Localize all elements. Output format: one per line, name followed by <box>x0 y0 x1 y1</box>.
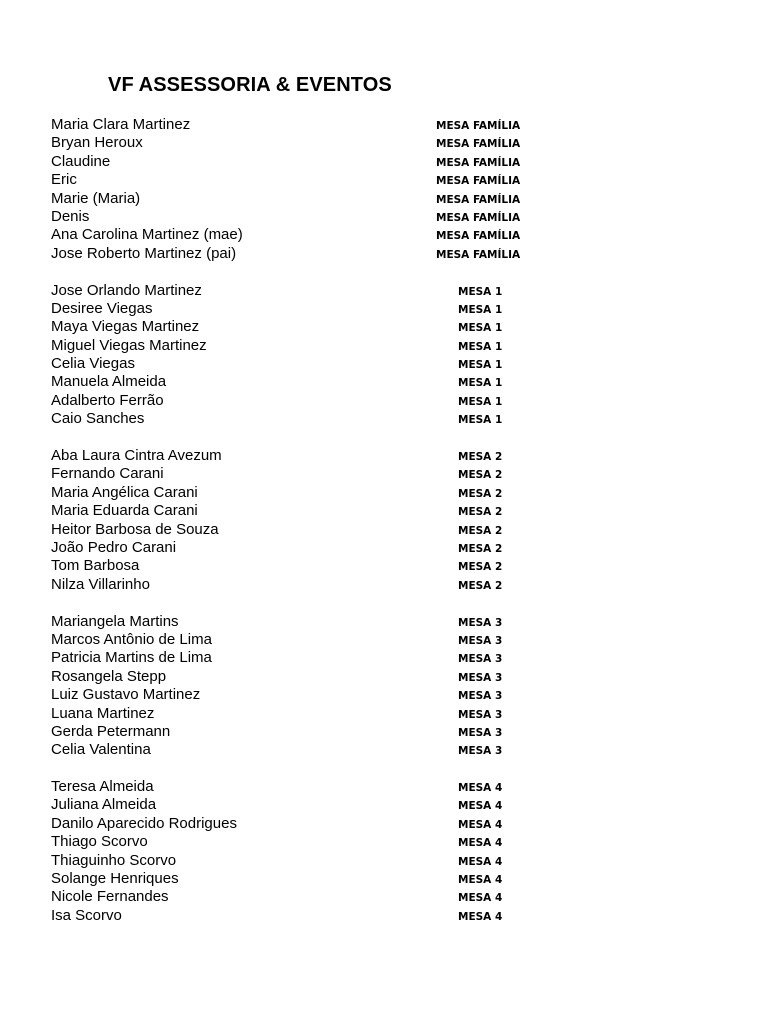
guest-name: Celia Valentina <box>51 741 151 759</box>
table-assignment: MESA 4 <box>458 892 503 905</box>
table-assignment: MESA 3 <box>458 634 503 647</box>
guest-name: Celia Viegas <box>51 355 135 373</box>
guest-name: Denis <box>51 207 90 225</box>
table-assignment: MESA FAMÍLIA <box>436 230 521 243</box>
table-assignment: MESA 3 <box>458 671 503 684</box>
table-assignment: MESA FAMÍLIA <box>436 156 521 169</box>
guest-row <box>0 300 768 318</box>
guest-row <box>0 649 768 667</box>
guest-row <box>0 723 768 741</box>
guest-row <box>0 686 768 704</box>
guest-name: Luiz Gustavo Martinez <box>51 686 201 704</box>
table-assignment: MESA 1 <box>458 395 503 408</box>
guest-row <box>0 631 768 649</box>
table-assignment: MESA 2 <box>458 469 503 482</box>
guest-row <box>0 226 768 244</box>
table-assignment: MESA 1 <box>458 359 503 372</box>
table-assignment: MESA 2 <box>458 451 503 464</box>
guest-row <box>0 245 768 263</box>
guest-row <box>0 833 768 851</box>
guest-row <box>0 208 768 226</box>
guest-name: João Pedro Carani <box>51 538 177 556</box>
table-group <box>0 116 768 263</box>
guest-name: Jose Roberto Martinez (pai) <box>51 244 237 262</box>
guest-row <box>0 465 768 483</box>
table-group <box>0 282 768 429</box>
guest-name: Aba Laura Cintra Avezum <box>51 447 222 465</box>
guest-row <box>0 907 768 925</box>
guest-name: Maria Angélica Carani <box>51 483 198 501</box>
guest-name: Tom Barbosa <box>51 557 140 575</box>
table-assignment: MESA 1 <box>458 377 503 390</box>
guest-row <box>0 337 768 355</box>
guest-row <box>0 318 768 336</box>
table-assignment: MESA 1 <box>458 303 503 316</box>
guest-row <box>0 852 768 870</box>
table-assignment: MESA 2 <box>458 542 503 555</box>
guest-row <box>0 521 768 539</box>
guest-row <box>0 888 768 906</box>
guest-row <box>0 373 768 391</box>
table-assignment: MESA 4 <box>458 818 503 831</box>
guest-row <box>0 171 768 189</box>
guest-name: Teresa Almeida <box>51 778 154 796</box>
guest-name: Mariangela Martins <box>51 612 179 630</box>
table-assignment: MESA 2 <box>458 579 503 592</box>
table-assignment: MESA FAMÍLIA <box>436 248 521 261</box>
guest-name: Eric <box>51 171 77 189</box>
table-assignment: MESA 2 <box>458 506 503 519</box>
guest-name: Patricia Martins de Lima <box>51 649 212 667</box>
guest-row <box>0 576 768 594</box>
table-assignment: MESA FAMÍLIA <box>436 175 521 188</box>
guest-row <box>0 870 768 888</box>
table-assignment: MESA 2 <box>458 561 503 574</box>
guest-row <box>0 557 768 575</box>
guest-row <box>0 153 768 171</box>
table-assignment: MESA FAMÍLIA <box>436 211 521 224</box>
guest-name: Marcos Antônio de Lima <box>51 630 212 648</box>
guest-row <box>0 613 768 631</box>
guest-name: Heitor Barbosa de Souza <box>51 520 219 538</box>
guest-name: Claudine <box>51 152 111 170</box>
guest-name: Luana Martinez <box>51 704 155 722</box>
guest-row <box>0 539 768 557</box>
table-assignment: MESA FAMÍLIA <box>436 120 521 132</box>
guest-name: Jose Orlando Martinez <box>51 281 202 299</box>
table-assignment: MESA 3 <box>458 745 503 758</box>
guest-row <box>0 447 768 465</box>
guest-row <box>0 355 768 373</box>
guest-row <box>0 815 768 833</box>
guest-name: Danilo Aparecido Rodrigues <box>51 814 237 832</box>
guest-row <box>0 116 768 134</box>
guest-name: Desiree Viegas <box>51 299 153 317</box>
guest-name: Marie (Maria) <box>51 189 141 207</box>
guest-row <box>0 778 768 796</box>
table-group <box>0 613 768 760</box>
guest-name: Fernando Carani <box>51 465 164 483</box>
guest-row <box>0 392 768 410</box>
table-assignment: MESA 3 <box>458 690 503 703</box>
guest-name: Nilza Villarinho <box>51 575 150 593</box>
table-assignment: MESA 4 <box>458 800 503 813</box>
table-assignment: MESA FAMÍLIA <box>436 138 521 151</box>
guest-name: Manuela Almeida <box>51 373 167 391</box>
guest-name: Juliana Almeida <box>51 796 157 814</box>
guest-name: Isa Scorvo <box>51 906 122 924</box>
table-assignment: MESA 2 <box>458 487 503 500</box>
guest-name: Maria Eduarda Carani <box>51 502 198 520</box>
table-assignment: MESA 4 <box>458 837 503 850</box>
table-assignment: MESA 1 <box>458 340 503 353</box>
guest-name: Caio Sanches <box>51 410 145 428</box>
guest-row <box>0 190 768 208</box>
guest-name: Gerda Petermann <box>51 722 171 740</box>
table-assignment: MESA 3 <box>458 616 503 629</box>
table-assignment: MESA 4 <box>458 782 503 795</box>
table-assignment: MESA FAMÍLIA <box>436 193 521 206</box>
guest-name: Solange Henriques <box>51 870 179 888</box>
table-assignment: MESA 4 <box>458 910 503 923</box>
guest-row <box>0 134 768 152</box>
guest-list <box>0 116 768 925</box>
guest-row <box>0 282 768 300</box>
guest-row <box>0 484 768 502</box>
guest-name: Thiago Scorvo <box>51 833 148 851</box>
page-title: VF ASSESSORIA & EVENTOS <box>108 74 392 96</box>
guest-name: Rosangela Stepp <box>51 667 167 685</box>
guest-row <box>0 502 768 520</box>
table-assignment: MESA 3 <box>458 708 503 721</box>
guest-name: Miguel Viegas Martinez <box>51 336 207 354</box>
guest-name: Bryan Heroux <box>51 134 143 152</box>
guest-name: Maria Clara Martinez <box>51 116 191 133</box>
table-assignment: MESA 3 <box>458 653 503 666</box>
table-group <box>0 778 768 925</box>
guest-row <box>0 410 768 428</box>
guest-row <box>0 741 768 759</box>
table-assignment: MESA 4 <box>458 874 503 887</box>
table-assignment: MESA 1 <box>458 322 503 335</box>
table-assignment: MESA 2 <box>458 524 503 537</box>
guest-name: Maya Viegas Martinez <box>51 318 200 336</box>
guest-name: Adalberto Ferrão <box>51 391 164 409</box>
table-assignment: MESA 4 <box>458 855 503 868</box>
table-assignment: MESA 1 <box>458 414 503 427</box>
table-group <box>0 447 768 594</box>
guest-name: Ana Carolina Martinez (mae) <box>51 226 243 244</box>
guest-name: Thiaguinho Scorvo <box>51 851 177 869</box>
guest-row <box>0 705 768 723</box>
guest-row <box>0 668 768 686</box>
guest-name: Nicole Fernandes <box>51 888 169 906</box>
guest-row <box>0 796 768 814</box>
table-assignment: MESA 3 <box>458 726 503 739</box>
table-assignment: MESA 1 <box>458 285 503 298</box>
